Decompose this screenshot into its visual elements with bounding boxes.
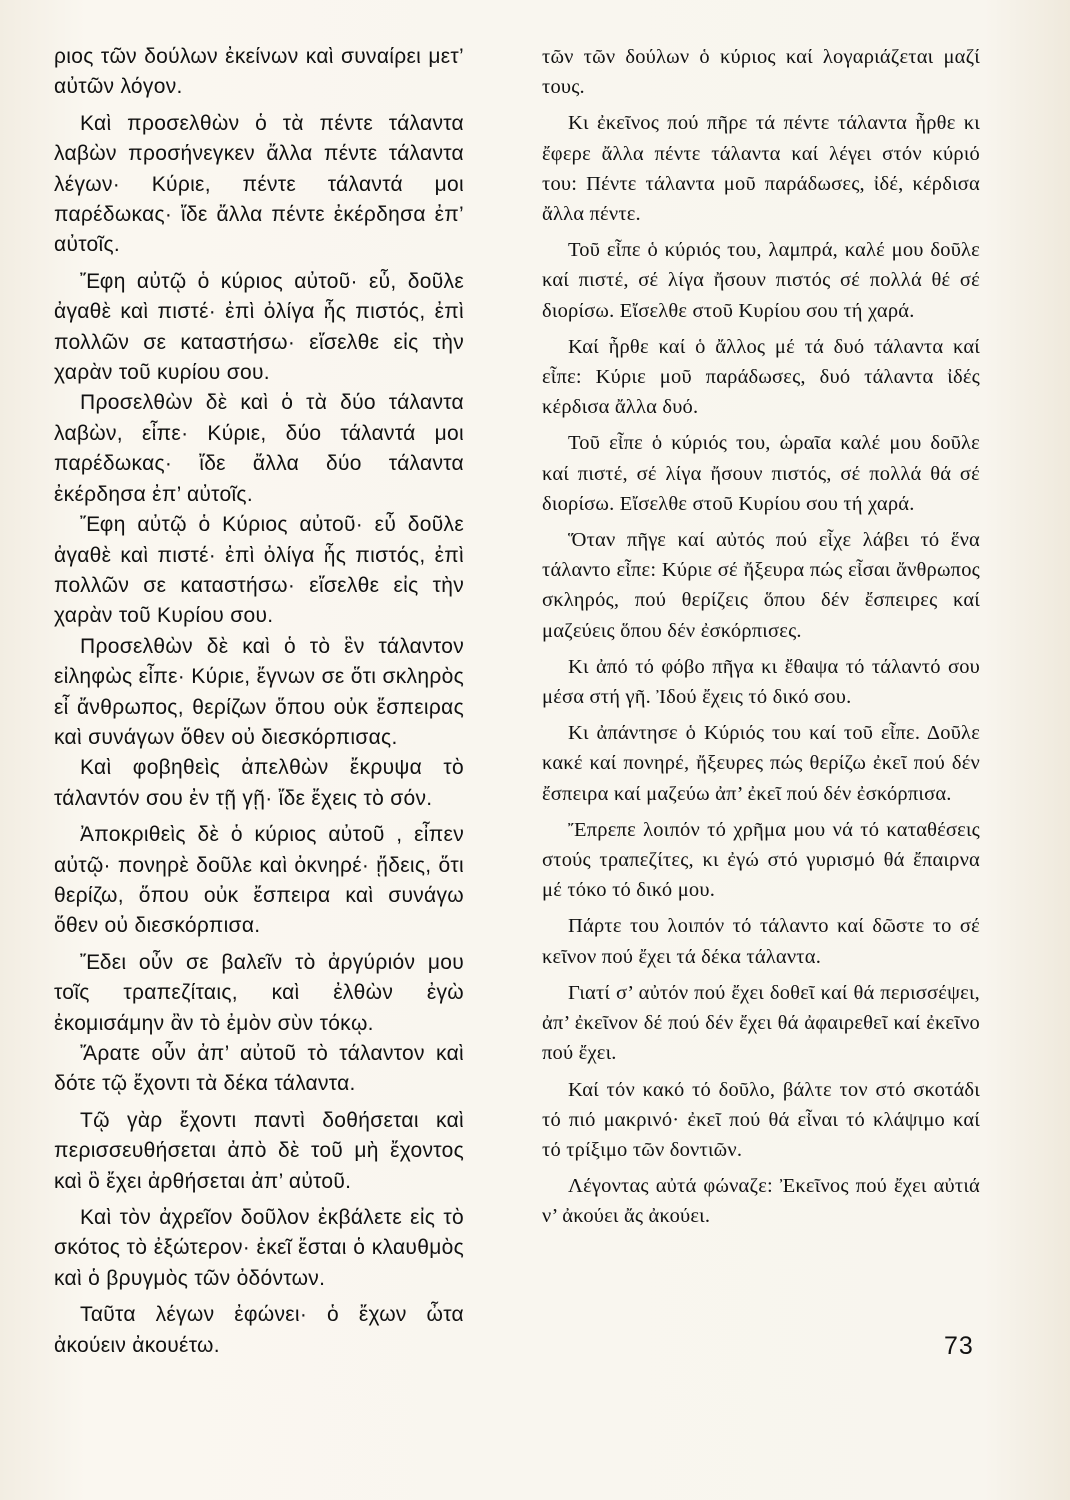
paragraph: Ἀποκριθεὶς δὲ ὁ κύριος αὐτοῦ , εἶπεν αὐτῷ· πονηρὲ δοῦλε καὶ ὀκνηρέ· ᾔδεις, ὅτι θερίζω, ὅπου οὐκ ἔσπειρα καὶ συνάγω ὅθεν οὐ διεσκόρπισα. <box>54 823 464 938</box>
paragraph: Ἔφη αὐτῷ ὁ κύριος αὐτοῦ· εὖ, δοῦλε ἀγαθὲ καὶ πιστέ· ἐπὶ ὀλίγα ἧς πιστός, ἐπὶ πολλῶν σε καταστήσω· εἴσελθε εἰς τὴν χαρὰν τοῦ κυρίου σου. <box>54 269 464 385</box>
paragraph: Τοῦ εἶπε ὁ κύριός του, λαμπρά, καλέ μου δοῦλε καί πιστέ, σέ λίγα ἤσουν πιστός σέ πολλά θέ σέ διορίσω. Εἴσελθε στοῦ Κυρίου σου τή χαρά. <box>542 239 980 322</box>
paragraph: Καὶ φοβηθεὶς ἀπελθὼν ἔκρυψα τὸ τάλαντόν σου ἐν τῇ γῇ· ἴδε ἔχεις τὸ σόν. <box>54 756 464 810</box>
paragraph: Καί ἦρθε καί ὁ ἄλλος μέ τά δυό τάλαντα καί εἶπε: Κύριε μοῦ παράδωσες, δυό τάλαντα ἰδές κέρδισα ἄλλα δυό. <box>542 335 980 419</box>
paragraph: Ὅταν πῆγε καί αὐτός πού εἶχε λάβει τό ἕνα τάλαντο εἶπε: Κύριε σέ ἤξευρα πώς εἶσαι ἄνθρωπος σκληρός, πού θερίζεις ὅπου δέν ἔσπειρες καί μαζεύεις ὅπου δέν ἐσκόρπισες. <box>542 529 980 642</box>
paragraph: Ἔπρεπε λοιπόν τό χρῆμα μου νά τό καταθέσεις στούς τραπεζίτες, κι ἐγώ στό γυρισμό θά ἔπαιρνα μέ τόκο τό δικό μου. <box>542 818 980 902</box>
left-column-ancient-greek <box>54 42 464 1367</box>
paragraph: τῶν τῶν δούλων ὁ κύριος καί λογαριάζεται μαζί τους. <box>542 46 980 99</box>
paragraph: Ἔφη αὐτῷ ὁ Κύριος αὐτοῦ· εὖ δοῦλε ἀγαθὲ καὶ πιστέ· ἐπὶ ὀλίγα ἧς πιστός, ἐπὶ πολλῶν σε καταστήσω· εἴσελθε εἰς τὴν χαρὰν τοῦ Κυρίου σου. <box>54 513 464 628</box>
paragraph: Καί τόν κακό τό δοῦλο, βάλτε τον στό σκοτάδι τό πιό μακρινό· ἐκεῖ πού θά εἶναι τό κλάψιμο καί τό τρίξιμο τῶν δοντιῶν. <box>542 1078 980 1161</box>
paragraph: Κι ἐκεῖνος πού πῆρε τά πέντε τάλαντα ἦρθε κι ἔφερε ἄλλα πέντε τάλαντα καί λέγει στόν κύριό του: Πέντε τάλαντα μοῦ παράδωσες, ἰδέ, κέρδισα ἄλλα πέντε. <box>542 112 980 226</box>
paragraph: Τοῦ εἶπε ὁ κύριός του, ὡραῖα καλέ μου δοῦλε καί πιστέ, σέ λίγα ἤσουν πιστός, σέ πολλά θά σέ διορίσω. Εἴσελθε στοῦ Κυρίου σου τή χαρά. <box>542 432 980 515</box>
paragraph: Ταῦτα λέγων ἐφώνει· ὁ ἔχων ὦτα ἀκούειν ἀκουέτω. <box>54 1303 464 1357</box>
paragraph: Πάρτε του λοιπόν τό τάλαντο καί δῶστε το σέ κεῖνον πού ἔχει τά δέκα τάλαντα. <box>542 915 980 968</box>
paragraph: Κι ἀπό τό φόβο πῆγα κι ἔθαψα τό τάλαντό σου μέσα στή γῆ. Ἰδού ἔχεις τό δικό σου. <box>542 655 980 709</box>
paragraph: Γιατί σ’ αὐτόν πού ἔχει δοθεῖ καί θά περισσέψει, ἀπ’ ἐκεῖνον δέ πού δέν ἔχει θά ἀφαιρεθεῖ καί ἐκεῖνο πού ἔχει. <box>542 981 980 1065</box>
paragraph: Ἔδει οὖν σε βαλεῖν τὸ ἀργύριόν μου τοῖς τραπεζίταις, καὶ ἐλθὼν ἐγὼ ἐκομισάμην ἂν τὸ ἐμὸν σὺν τόκῳ. <box>54 950 464 1035</box>
paragraph: Καὶ προσελθὼν ὁ τὰ πέντε τάλαντα λαβὼν προσήνεγκεν ἄλλα πέντε τάλαντα λέγων· Κύριε, πέντε τάλαντά μοι παρέδωκας· ἴδε ἄλλα πέντε ἐκέρδησα ἐπ’ αὐτοῖς. <box>54 111 464 257</box>
paragraph: Προσελθὼν δὲ καὶ ὁ τὸ ἓν τάλαντον εἰληφὼς εἶπε· Κύριε, ἔγνων σε ὅτι σκληρὸς εἶ ἄνθρωπος, θερίζων ὅπου οὐκ ἔσπειρας καὶ συνάγων ὅθεν οὐ διεσκόρπισας. <box>54 634 464 749</box>
paragraph: Ἄρατε οὖν ἀπ’ αὐτοῦ τὸ τάλαντον καὶ δότε τῷ ἔχοντι τὰ δέκα τάλαντα. <box>54 1042 464 1096</box>
paragraph: Καὶ τὸν ἀχρεῖον δοῦλον ἐκβάλετε εἰς τὸ σκότος τὸ ἐξώτερον· ἐκεῖ ἔσται ὁ κλαυθμὸς καὶ ὁ βρυγμὸς τῶν ὀδόντων. <box>54 1206 464 1290</box>
paragraph: Προσελθὼν δὲ καὶ ὁ τὰ δύο τάλαντα λαβὼν, εἶπε· Κύριε, δύο τάλαντά μοι παρέδωκας· ἴδε ἄλλα δύο τάλαντα ἐκέρδησα ἐπ’ αὐτοῖς. <box>54 391 464 506</box>
paragraph: ριος τῶν δούλων ἐκείνων καὶ συναίρει μετ’ αὐτῶν λόγον. <box>54 45 464 99</box>
right-column-modern-greek <box>542 42 980 1238</box>
paragraph: Τῷ γὰρ ἔχοντι παντὶ δοθήσεται καὶ περισσευθήσεται ἀπὸ δὲ τοῦ μὴ ἔχοντος καὶ ὃ ἔχει ἀρθήσεται ἀπ’ αὐτοῦ. <box>54 1108 464 1193</box>
paragraph: Λέγοντας αὐτά φώναζε: Ἐκεῖνος πού ἔχει αὐτιά ν’ ἀκούει ἄς ἀκούει. <box>542 1175 980 1228</box>
paragraph: Κι ἀπάντησε ὁ Κύριός του καί τοῦ εἶπε. Δοῦλε κακέ καί πονηρέ, ἤξευρες πώς θερίζω ἐκεῖ πού δέν ἔσπειρα καί μαζεύω ἀπ’ ἐκεῖ πού δέν ἐσκόρπισα. <box>542 722 980 805</box>
page-number: 73 <box>944 1332 974 1360</box>
